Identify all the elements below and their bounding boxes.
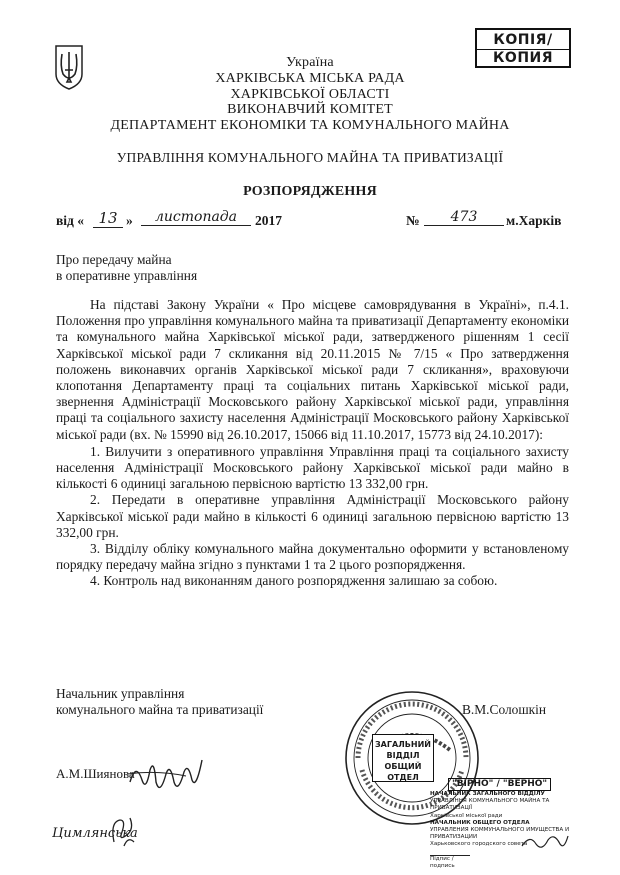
executor1-name: А.М.Шиянова <box>56 766 135 781</box>
body-intro: На підставі Закону України « Про місцеве самоврядування в Україні», п.4.1. Положення про управління комунального майна та приватизації Департаменту економіки та комунального майна Харківської міської ради, затвердженого рішенням 1 сесії Харківської міської ради 7 скликання від 20.11.2015 № 7/15 « Про затвердження положень виконавчих органів Харківської міської ради 7 скликання», враховуючи клопотання Департаменту праці та соціальних питань Харківської міської ради, звернення Адміністрації Московського району Харківської міської ради, управління праці та соціального захисту населення Адміністрації Московського району Харківської міської ради (вх. № 15990 від 26.10.2017, 15066 від 11.10.2017, 15773 від 24.10.2017): <box>56 297 569 442</box>
number-label: № <box>406 213 420 228</box>
general-department-stamp <box>372 734 434 782</box>
position-line1: Начальник управління <box>56 686 185 701</box>
city: м.Харків <box>506 213 562 228</box>
handwritten-initials-icon <box>108 812 138 853</box>
seal-box-line1: ЗАГАЛЬНИЙ <box>375 740 431 749</box>
verno-stamp-line4: Харківської міської ради <box>430 812 503 819</box>
verno-stamp-line8: Підпис / подпись <box>430 855 470 870</box>
date-month: листопада <box>141 209 251 226</box>
body-item3: 3. Відділу обліку комунального майна документально оформити у встановленому порядку передачу майна згідно з пунктами 1 та 2 цього розпорядження. <box>56 541 569 573</box>
verno-stamp-line5: НАЧАЛЬНИК ОБЩЕГО ОТДЕЛА <box>430 819 530 826</box>
header-country: Україна <box>286 55 334 70</box>
document-body <box>56 297 569 590</box>
body-item4: 4. Контроль над виконанням даного розпорядження залишаю за собою. <box>90 573 498 589</box>
header-council: ХАРКІВСЬКА МІСЬКА РАДА <box>215 71 405 86</box>
verno-stamp-line3: УПРАВЛІННЯ КОМУНАЛЬНОГО МАЙНА ТА ПРИВАТИЗАЦІЇ <box>430 798 550 812</box>
seal-box-line3: ОБЩИЙ ОТДЕЛ <box>384 762 422 782</box>
position-line2: комунального майна та приватизації <box>56 702 264 717</box>
handwritten-signature-icon <box>126 752 206 807</box>
date-prefix: від « <box>56 213 84 228</box>
verno-stamp-line2: НАЧАЛЬНИК ЗАГАЛЬНОГО ВІДДІЛУ <box>430 791 545 797</box>
seal-box-line2: ВІДДІЛ <box>386 751 420 760</box>
body-item1: 1. Вилучити з оперативного управління Управління праці та соціального захисту населення Адміністрації Московського району Харківської міської ради майно в кількості 6 одиниці загальною первісною вартістю 13 332,00 грн. <box>56 443 569 492</box>
date-line <box>56 209 576 233</box>
verno-stamp-line7: Харьковского городского совета <box>430 841 528 848</box>
subject-line2: в оперативне управління <box>56 268 198 283</box>
copy-stamp-line1: КОПІЯ/ <box>493 32 553 48</box>
subject-line1: Про передачу майна <box>56 252 172 267</box>
document-number: 473 <box>424 209 504 226</box>
header-committee: ВИКОНАВЧИЙ КОМІТЕТ <box>227 102 393 117</box>
subject <box>56 252 197 284</box>
body-item2: 2. Передати в оперативне управління Адміністрації Московського району Харківської міської ради майно в кількості 6 одиниці загальною первісною вартістю 13 332,00 грн. <box>56 492 569 540</box>
executor2-name: Цимлянська <box>52 826 138 841</box>
date-close: » <box>126 213 133 228</box>
verno-signature-icon <box>520 830 570 857</box>
signatory-position <box>56 686 263 718</box>
verno-stamp-line1: "ВІРНО" / "ВЕРНО" <box>448 778 551 791</box>
header-administration: УПРАВЛІННЯ КОМУНАЛЬНОГО МАЙНА ТА ПРИВАТИЗАЦІЇ <box>116 150 504 165</box>
copy-stamp-line2: КОПИЯ <box>477 49 569 67</box>
signatory-name: В.М.Солошкін <box>462 702 547 717</box>
date-year: 2017 <box>255 213 282 228</box>
header-department: ДЕПАРТАМЕНТ ЕКОНОМІКИ ТА КОМУНАЛЬНОГО МАЙНА <box>110 118 510 133</box>
header-region: ХАРКІВСЬКОЇ ОБЛАСТІ <box>230 87 390 102</box>
document-title: РОЗПОРЯДЖЕННЯ <box>243 184 377 199</box>
verno-stamp-line6: УПРАВЛЕНИЯ КОММУНАЛЬНОГО ИМУЩЕСТВА И ПРИВАТИЗАЦИИ <box>430 827 570 841</box>
date-day: 13 <box>93 209 123 228</box>
